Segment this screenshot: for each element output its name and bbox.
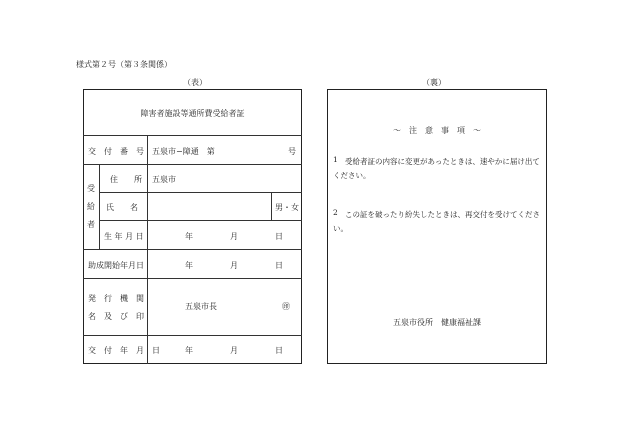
- address-value: 五泉市: [152, 175, 176, 184]
- seal-mark: ㊞: [282, 302, 290, 311]
- issue-number-suffix: 号: [288, 147, 296, 156]
- front-side-label: （表）: [183, 78, 207, 87]
- issue-day-unit: 日: [275, 346, 283, 355]
- name-label: 氏 名: [106, 203, 138, 212]
- card-title: 障害者施設等通所費受給者証: [140, 109, 245, 118]
- issue-number-label: 交 付 番 号: [88, 147, 144, 156]
- issuing-org-label-1: 発 行 機 関: [88, 294, 144, 303]
- notes-title: 〜 注 意 事 項 〜: [393, 126, 481, 135]
- birth-month-unit: 月: [230, 232, 238, 241]
- back-side-label: （裏）: [422, 78, 446, 87]
- front-card: [83, 89, 302, 364]
- grant-day-unit: 日: [275, 261, 283, 270]
- note-1-number: 1: [333, 155, 338, 164]
- address-label: 住 所: [110, 175, 142, 184]
- gender-value: 男・女: [275, 203, 299, 212]
- issue-month-unit: 月: [230, 346, 238, 355]
- issuing-org-value: 五泉市長: [185, 302, 217, 311]
- grant-month-unit: 月: [230, 261, 238, 270]
- note-2-number: 2: [333, 208, 338, 217]
- form-id: 様式第２号（第３条関係）: [76, 60, 172, 69]
- birth-day-unit: 日: [275, 232, 283, 241]
- birth-year-unit: 年: [185, 232, 193, 241]
- recipient-label: 受給者: [87, 184, 95, 229]
- grant-start-label: 助成開始年月日: [88, 261, 144, 270]
- note-1-text: 受給者証の内容に変更があったときは、速やかに届け出てください。: [333, 157, 540, 180]
- note-2-text: この証を破ったり紛失したときは、再交付を受けてください。: [333, 210, 540, 233]
- birthdate-label: 生 年 月 日: [104, 232, 144, 241]
- issue-number-value: 五泉市−障通 第: [152, 147, 215, 156]
- grant-year-unit: 年: [185, 261, 193, 270]
- issue-year-unit: 年: [185, 346, 193, 355]
- issuing-org-label-2: 名 及 び 印: [88, 312, 144, 321]
- issue-date-label: 交 付 年 月 日: [88, 346, 160, 355]
- back-footer: 五泉市役所 健康福祉課: [393, 318, 481, 327]
